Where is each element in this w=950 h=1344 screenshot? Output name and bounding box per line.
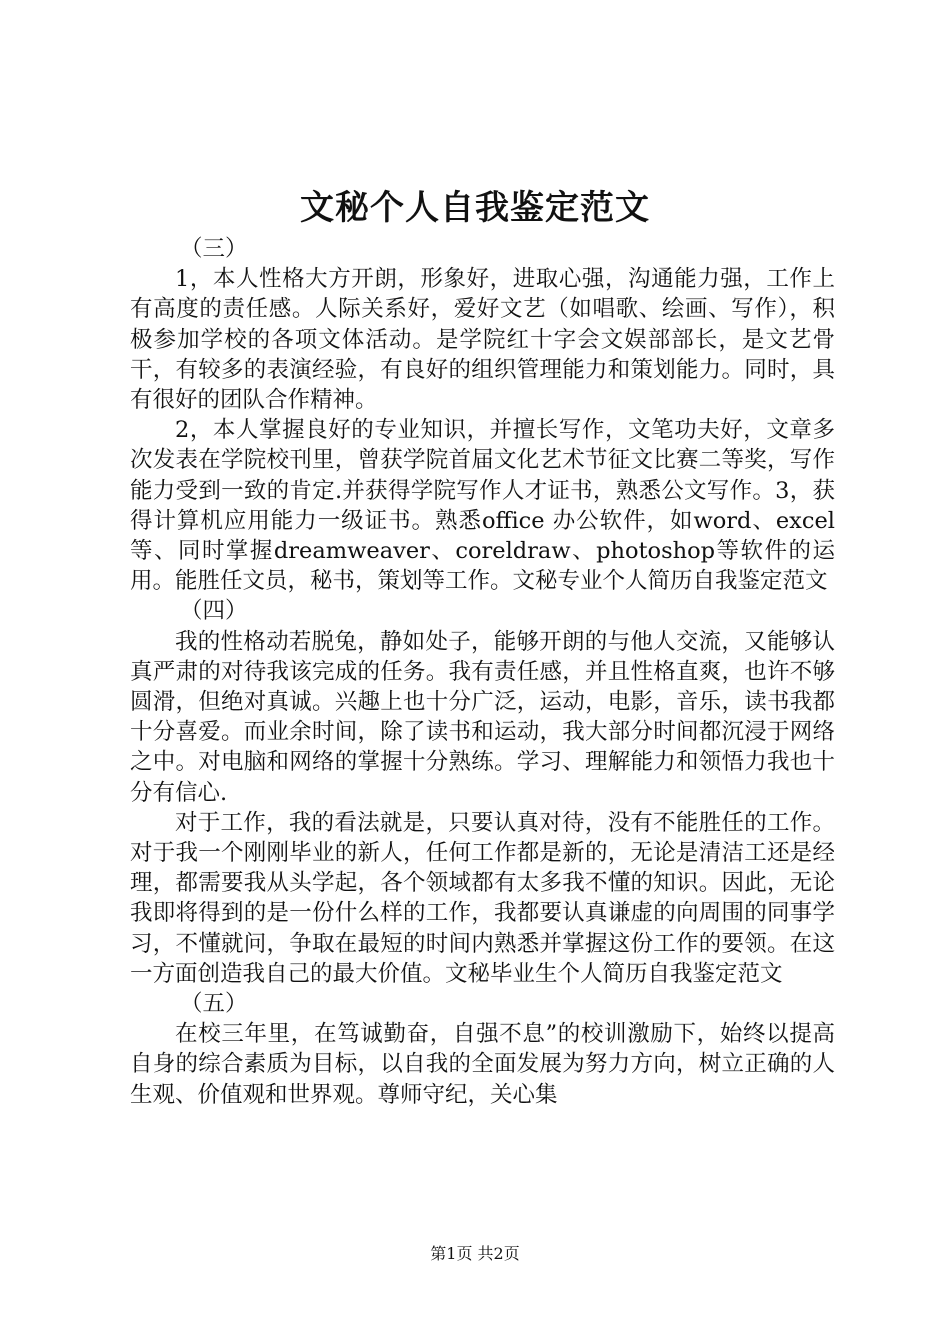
section-5-paragraph-1: 在校三年里，在笃诚勤奋，自强不息”的校训激励下，始终以提高自身的综合素质为目标，以自我的全面发展为努力方向，树立正确的人生观、价值观和世界观。尊师守纪，关心集 (130, 1021, 835, 1108)
document-body (130, 234, 835, 1110)
section-5-heading: （五） (180, 991, 248, 1018)
section-4-paragraph-1: 我的性格动若脱兔，静如处子，能够开朗的与他人交流，又能够认真严肃的对待我该完成的任务。我有责任感，并且性格直爽，也许不够圆滑，但绝对真诚。兴趣上也十分广泛，运动，电影，音乐，读书我都十分喜爱。而业余时间，除了读书和运动，我大部分时间都沉浸于网络之中。对电脑和网络的掌握十分熟练。学习、理解能力和领悟力我也十分有信心. (130, 628, 835, 806)
document-title: 文秘个人自我鉴定范文 (300, 188, 650, 228)
section-4-paragraph-2: 对于工作，我的看法就是，只要认真对待，没有不能胜任的工作。对于我一个刚刚毕业的新人，任何工作都是新的，无论是清洁工还是经理，都需要我从头学起，各个领域都有太多我不懂的知识。因此，无论我即将得到的是一份什么样的工作，我都要认真谦虚的向周围的同事学习，不懂就问，争取在最短的时间内熟悉并掌握这份工作的要领。在这一方面创造我自己的最大价值。文秘毕业生个人简历自我鉴定范文 (130, 809, 835, 987)
section-3-heading: （三） (180, 236, 248, 262)
section-4-heading: （四） (180, 598, 248, 625)
section-3-paragraph-1: 1，本人性格大方开朗，形象好，进取心强，沟通能力强，工作上有高度的责任感。人际关系好，爱好文艺（如唱歌、绘画、写作），积极参加学校的各项文体活动。是学院红十字会文娱部部长，是文艺骨干，有较多的表演经验，有良好的组织管理能力和策划能力。同时，具有很好的团队合作精神。 (130, 266, 835, 414)
section-3-paragraph-2: 2，本人掌握良好的专业知识，并擅长写作，文笔功夫好，文章多次发表在学院校刊里，曾获学院首届文化艺术节征文比赛二等奖，写作能力受到一致的肯定.并获得学院写作人才证书，熟悉公文写作。3，获得计算机应用能力一级证书。熟悉office 办公软件，如word、excel等、同时掌握dreamweaver、coreldraw、photoshop等软件的运用。能胜任文员，秘书，策划等工作。文秘专业个人简历自我鉴定范文 (130, 417, 835, 595)
page-indicator: 第1页 共2页 (430, 1244, 520, 1263)
